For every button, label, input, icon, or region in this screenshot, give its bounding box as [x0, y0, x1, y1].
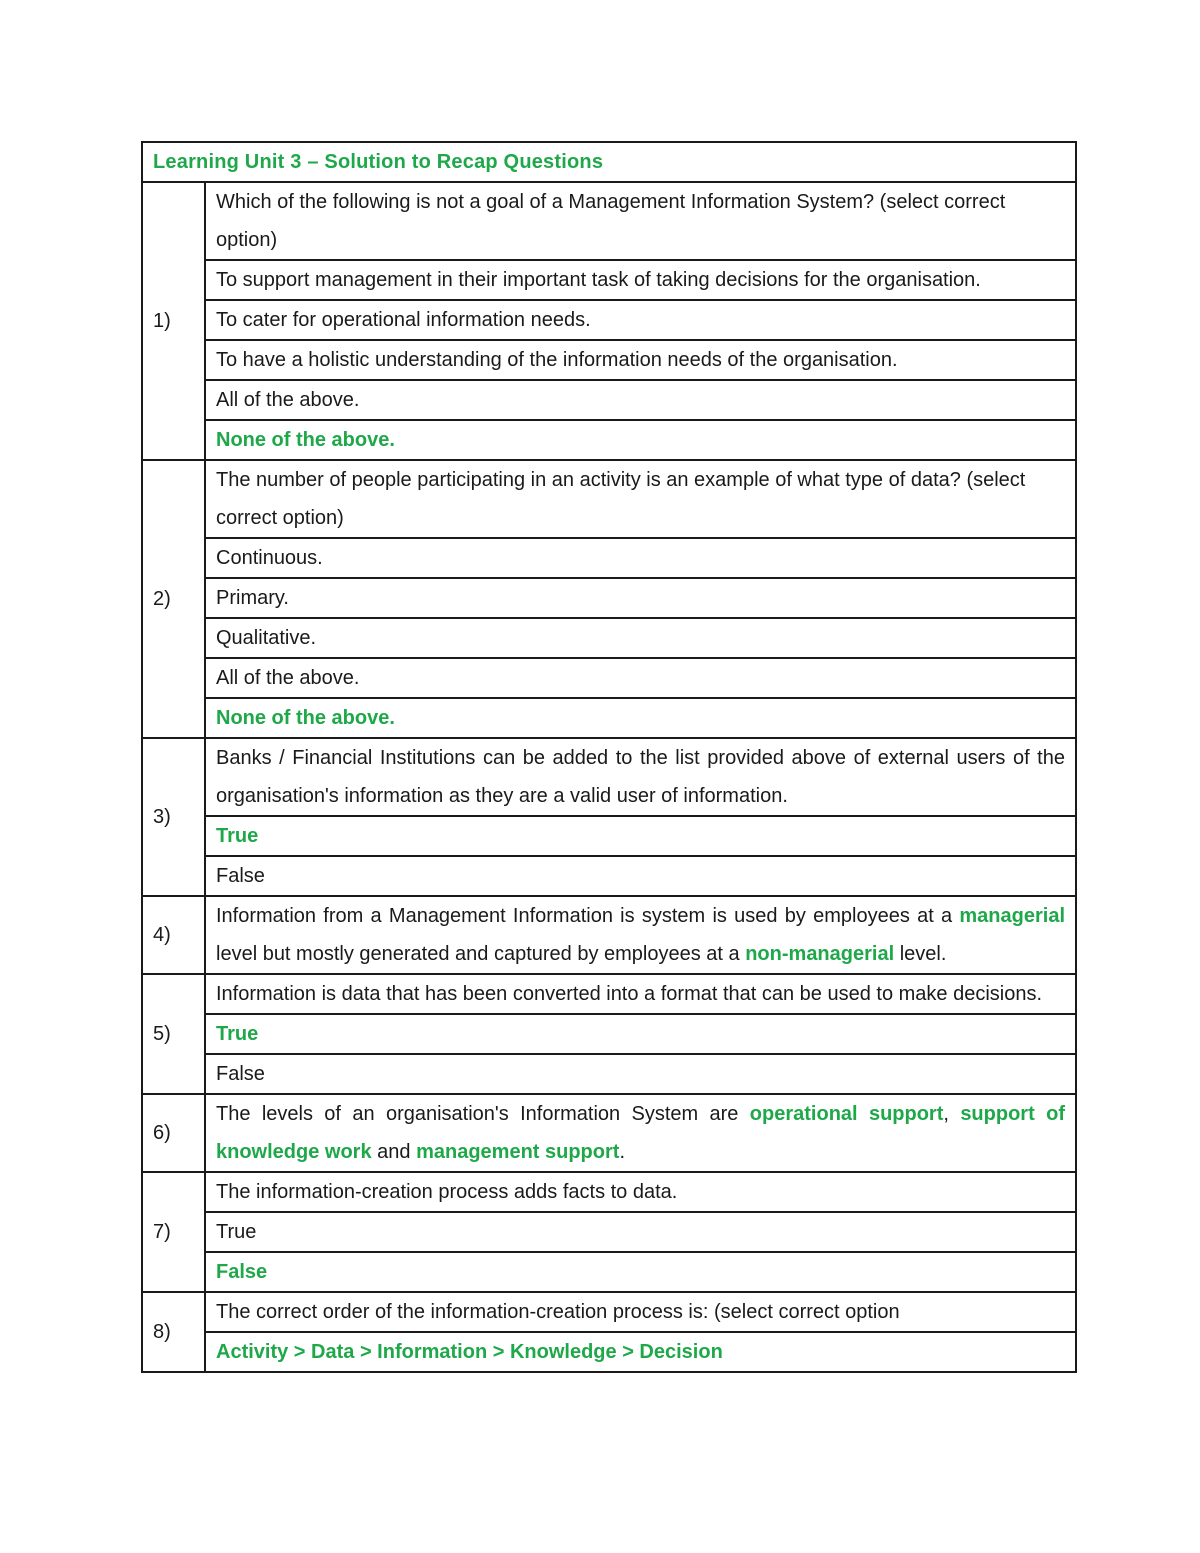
question-row: [142, 1292, 1076, 1332]
statement-text: level but mostly generated and captured by employees at a: [216, 943, 746, 965]
option-text: To have a holistic understanding of the information needs of the organisation.: [205, 340, 1076, 380]
option-text: To cater for operational information needs.: [205, 300, 1076, 340]
question-number: 6): [142, 1094, 205, 1172]
question-number: 8): [142, 1292, 205, 1372]
answer-highlight: support of knowledge work: [216, 1103, 1065, 1163]
option-text: Continuous.: [205, 538, 1076, 578]
option-row: [142, 618, 1076, 658]
option-row: [142, 658, 1076, 698]
question-number: 7): [142, 1172, 205, 1292]
option-row: [142, 1014, 1076, 1054]
answer-highlight: management support: [416, 1141, 620, 1163]
question-text: The information-creation process adds facts to data.: [205, 1172, 1076, 1212]
statement-text: The levels of an organisation's Information System are: [216, 1103, 750, 1125]
question-row: [142, 460, 1076, 538]
statement-text: level.: [894, 943, 947, 965]
title-row: [142, 142, 1076, 182]
question-text: The number of people participating in an activity is an example of what type of data? (select correct option): [205, 460, 1076, 538]
option-text: False: [205, 1054, 1076, 1094]
option-text: All of the above.: [205, 380, 1076, 420]
question-number: 1): [142, 182, 205, 460]
recap-questions-table: [141, 141, 1077, 1373]
correct-option: None of the above.: [205, 698, 1076, 738]
option-row: [142, 380, 1076, 420]
question-number: 4): [142, 896, 205, 974]
option-row: [142, 1252, 1076, 1292]
page-title: Learning Unit 3 – Solution to Recap Questions: [142, 142, 1076, 182]
question-text: Which of the following is not a goal of a Management Information System? (select correct option): [205, 182, 1076, 260]
question-number: 2): [142, 460, 205, 738]
statement-text: .: [619, 1141, 625, 1163]
question-text: [205, 1094, 1076, 1172]
option-row: [142, 856, 1076, 896]
correct-option: True: [205, 1014, 1076, 1054]
option-row: [142, 260, 1076, 300]
question-number: 5): [142, 974, 205, 1094]
question-row: [142, 182, 1076, 260]
answer-highlight: managerial: [959, 905, 1065, 927]
option-text: Qualitative.: [205, 618, 1076, 658]
statement-text: ,: [943, 1103, 961, 1125]
option-row: [142, 420, 1076, 460]
question-row: [142, 1172, 1076, 1212]
option-text: All of the above.: [205, 658, 1076, 698]
question-row: [142, 974, 1076, 1014]
option-text: True: [205, 1212, 1076, 1252]
correct-option: Activity > Data > Information > Knowledge > Decision: [205, 1332, 1076, 1372]
statement-text: and: [371, 1141, 417, 1163]
correct-option: True: [205, 816, 1076, 856]
question-text: Information is data that has been converted into a format that can be used to make decisions.: [205, 974, 1076, 1014]
question-text: [205, 896, 1076, 974]
option-row: [142, 1054, 1076, 1094]
question-number: 3): [142, 738, 205, 896]
option-row: [142, 340, 1076, 380]
option-text: False: [205, 856, 1076, 896]
answer-highlight: operational support: [749, 1103, 944, 1125]
option-row: [142, 538, 1076, 578]
option-row: [142, 1332, 1076, 1372]
option-row: [142, 698, 1076, 738]
option-row: [142, 300, 1076, 340]
option-row: [142, 1212, 1076, 1252]
question-row: [142, 738, 1076, 816]
correct-option: None of the above.: [205, 420, 1076, 460]
option-text: Primary.: [205, 578, 1076, 618]
question-text: Banks / Financial Institutions can be added to the list provided above of external users of the organisation's information as they are a valid user of information.: [205, 738, 1076, 816]
question-row: [142, 1094, 1076, 1172]
correct-option: False: [205, 1252, 1076, 1292]
option-row: [142, 578, 1076, 618]
question-text: The correct order of the information-creation process is: (select correct option: [205, 1292, 1076, 1332]
answer-highlight: non-managerial: [745, 943, 895, 965]
question-row: [142, 896, 1076, 974]
statement-text: Information from a Management Information is system is used by employees at a: [216, 905, 960, 927]
option-row: [142, 816, 1076, 856]
option-text: To support management in their important task of taking decisions for the organisation.: [205, 260, 1076, 300]
